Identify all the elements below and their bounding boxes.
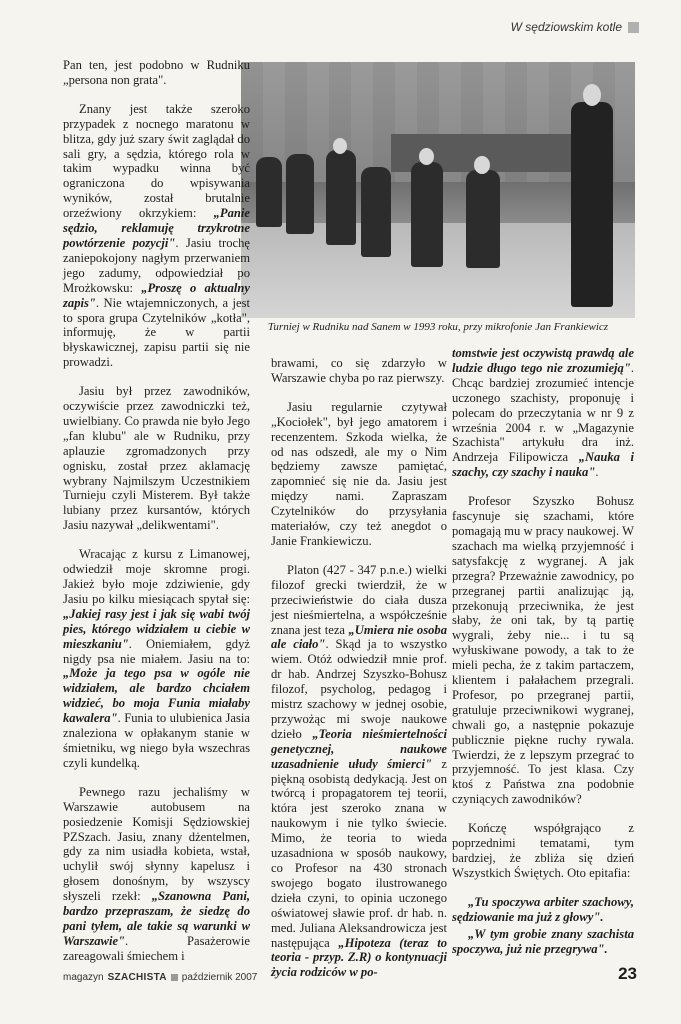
column-2 (271, 356, 447, 994)
column-3 (452, 346, 634, 970)
paragraph: Jasiu regularnie czytywał „Kociołek", był jego amatorem i recenzentem. Szkoda wielka, że od nas odszedł, ale my o Nim będziemy zawsze pamiętać, zapomnieć się nie da. Jasiu jest między nami. Zapraszam Czytelników do przysyłania materiałów, czy też anegdot o Janie Frankiewiczu. (271, 399, 447, 548)
page-number: 23 (618, 964, 637, 983)
photo-caption: Turniej w Rudniku nad Sanem w 1993 roku, przy mikrofonie Jan Frankiewicz (267, 321, 609, 333)
epitaph: „Tu spoczywa arbiter szachowy, sędziowanie ma już z głowy". (452, 894, 634, 924)
section-title: W sędziowskim kotle (510, 20, 622, 34)
paragraph: Pewnego razu jechaliśmy w Warszawie autobusem na posiedzenie Komisji Sędziowskiej PZSzach. Jasiu, znany dżentelmen, gdy za nim usiadła kobieta, wstał, uchylił swój słynny kapelusz i głosem donośnym, by wszyscy słyszeli rzekł: „Szanowna Pani, bardzo przepraszam, że siedzę do pani tyłem, ale takie są warunki w Warszawie". Pasażerowie zareagowali śmiechem i (63, 784, 250, 963)
column-1 (63, 58, 250, 978)
article-photo (241, 62, 635, 318)
square-icon (628, 22, 639, 33)
epitaph: „W tym grobie znany szachista spoczywa, już nie przegrywa". (452, 926, 634, 956)
paragraph: brawami, co się zdarzyło w Warszawie chyba po raz pierwszy. (271, 356, 447, 385)
paragraph: Wracając z kursu z Limanowej, odwiedził moje skromne progi. Jakież było moje zdziwienie, gdy Jasiu po kilku miesiącach spytał się: „Jakiej rasy jest i jak się wabi twój pies, którego widziałem u ciebie w mieszkaniu". Oniemiałem, gdyż nigdy psa nie miałem. Jasiu na to: „Może ja tego psa w ogóle nie widziałem, ale bardzo chciałem widzieć, bo moja Funia miałaby kawalera". Funia to ulubienica Jasia znaleziona w opłakanym stanie w śmietniku, wg niego była wszechras czyli kundelką. (63, 547, 250, 770)
square-icon (171, 974, 178, 981)
paragraph: Jasiu był przez zawodników, oczywiście przez zawodniczki też, uwielbiany. Co prawda nie było Jego „fan klubu" ale w Rudniku, przy aplauzie zgromadzonych przy ognisku, został przez aklamację wybrany Najmilszym Uczestnikiem Turnieju czyli Misterem. Był także lubiany przez kursantów, których Jasiu nazywał „delikwentami". (63, 384, 250, 533)
paragraph: Pan ten, jest podobno w Rudniku „persona non grata". (63, 58, 250, 87)
footer (63, 972, 257, 983)
paragraph: tomstwie jest oczywistą prawdą ale ludzie długo tego nie zrozumieją". Chcąc bardziej zrozumieć intencje uczonego szachisty, proponuję i polecam do przeczytania w nr 9 z września 2004 r. w „Magazynie Szachista" artykułu dra inż. Andrzeja Filipowicza „Nauka i szachy, czy szachy i nauka". (452, 346, 635, 480)
paragraph: Profesor Szyszko Bohusz fascynuje się szachami, które pomagają mu w pracy naukowej. W szachach ma wielką przyjemność i satysfakcję z wygranej. A jak przegra? Przeważnie zawodnicy, po przegranej partii analizując ją, przekonują przeciwnika, że jest słaby, że oni tak, by tą partię wygrali, żeby nie... i tu są wyłuskiwane powody, a tak to że mieli pecha, że z takim partaczem, klientem i pałałachem przegrali. Profesor, po przegranej partii, gratuluje przeciwnikowi wygranej, chwali go, a następnie pokazuje publicznie piękne ruchy rywala. Twierdzi, że z lepszym przegrać to przyjemność. To jest klasa. Czy ktoś z Państwa zna podobnie czyniących zawodników? (452, 494, 634, 807)
paragraph: Platon (427 - 347 p.n.e.) wielki filozof grecki twierdził, że w przeciwieństwie do ciała dusza jest nieśmiertelna, a współcześnie znana jest teza „Umiera nie osoba ale ciało". Skąd ja to wszystko wiem. Otóż odwiedził mnie prof. dr hab. Andrzej Szyszko-Bohusz filozof, psycholog, pedagog i mistrz szachowy w jednej osobie, przywożąc mi swoje naukowe dzieło „Teoria nieśmiertelności genetycznej, naukowe uzasadnienie ułudy śmierci" z piękną osobistą dedykacją. Jest on twórcą i propagatorem tej teorii, która jest szeroko znana w naukowym i nie tylko świecie. Mimo, że teoria to wieda uzasadniona w sposób naukowy, co Profesor na 430 stronach swojego bogato ilustrowanego dzieła czyni, to opinia uczonego oświatowej sławie prof. dr hab. n. med. Juliana Aleksandrowicza jest następująca „Hipoteza (teraz to teoria - przyp. Z.R) o kontynuacji życia rodziców w po- (271, 562, 447, 980)
paragraph: Kończę współgrająco z poprzednimi tematami, tym bardziej, że zbliża się dzień Wszystkich Świętych. Oto epitafia: (452, 821, 634, 880)
issue-date: październik 2007 (181, 972, 258, 983)
magazine-prefix: magazyn (63, 972, 104, 983)
paragraph: Znany jest także szeroko przypadek z nocnego maratonu w blitza, gdy już szary świt zaglądał do sali gry, a sędzia, którego rola w takim wypadku winna być ograniczona do wpisywania wyników, został brutalnie orzeźwiony okrzykiem: „Panie sędzio, reklamuję trzykrotne powtórzenie pozycji". Jasiu trochę zaniepokojony nagłym przerwaniem jego zadumy, odpowiedział po Mrożkowsku: „Proszę o aktualny zapis". Nie wtajemniczonych, a jest to spora grupa Czytelników „kotła", informuję, że w partii błyskawicznej, zapisu partii się nie prowadzi. (63, 101, 250, 370)
magazine-brand: SZACHISTA (107, 972, 167, 983)
section-header (511, 20, 639, 34)
